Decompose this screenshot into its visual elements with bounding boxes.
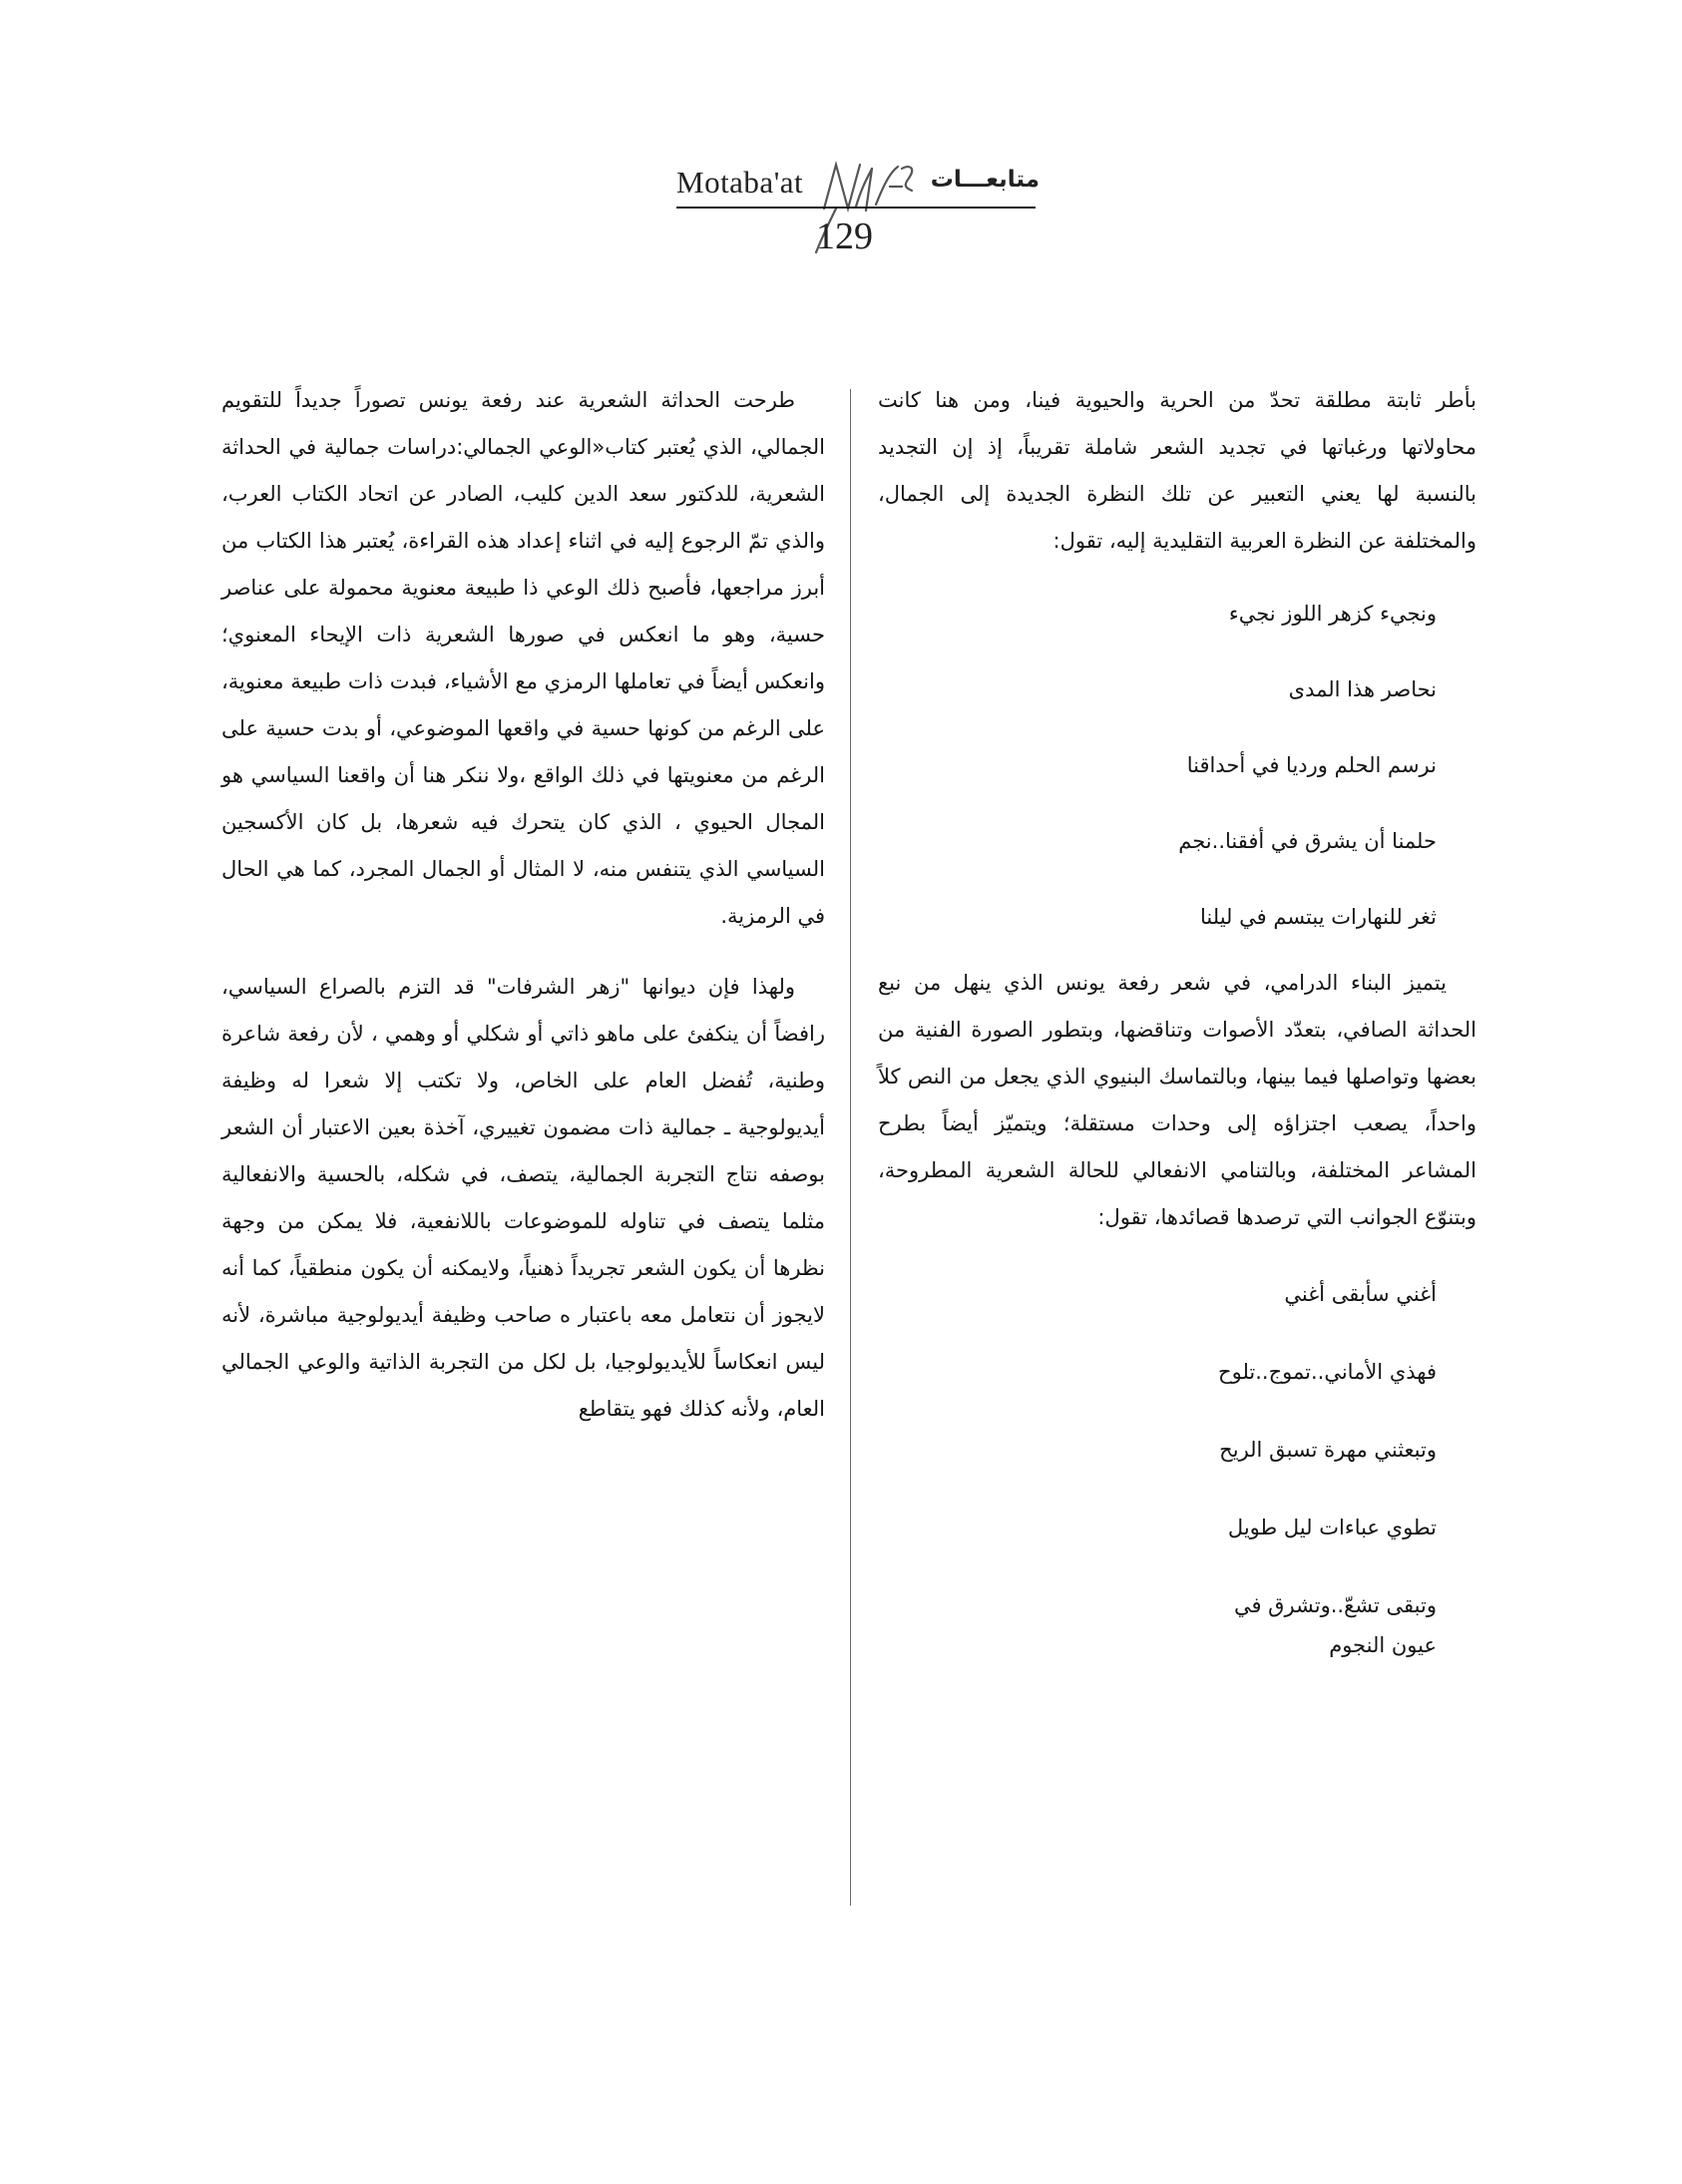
verse-line: أغني سأبقى أغني [1284, 1282, 1437, 1306]
paragraph: يتميز البناء الدرامي، في شعر رفعة يونس الذي ينهل من نبع الحداثة الصافي، بتعدّد الأصوات وتناقضها، وبتطور الصورة الفنية من بعضها وتواصلها فيما بينها، وبالتماسك البنيوي الذي يجعل من النص كلاً واحداً، يصعب اجتزاؤه إلى وحدات مستقلة؛ ويتميّز أيضاً بطرح المشاعر المختلفة، وبالتنامي الانفعالي للحالة الشعرية المطروحة، وبتنوّع الجوانب التي ترصدها قصائدها، تقول: [878, 971, 1476, 1229]
right-column [878, 377, 1476, 1664]
verse-line: فهذي الأماني..تموج..تلوح [1218, 1360, 1437, 1384]
verse-line: نحاصر هذا المدى [1288, 677, 1437, 701]
header-rule [676, 207, 1036, 209]
paragraph: ولهذا فإن ديوانها "زهر الشرفات" قد التزم بالصراع السياسي، رافضاً أن ينكفئ على ماهو ذاتي أو شكلي أو وهمي ، لأن رفعة شاعرة وطنية، تُفضل العام على الخاص، ولا تكتب إلا شعرا له وظيفة أيديولوجية ـ جمالية ذات مضمون تغييري، آخذة بعين الاعتبار أن الشعر بوصفه نتاج التجربة الجمالية، يتصف، في شكله، بالحسية والانفعالية مثلما يتصف في تناوله للموضوعات باللانفعية، فلا يمكن من وجهة نظرها أن يكون الشعر تجريداً ذهنياً، ولايمكنه أن يكون منطقياً، كما أنه لايجوز أن نتعامل معه باعتبار ه صاحب وظيفة أيديولوجية مباشرة، لأنه ليس انعكاساً للأيديولوجيا، بل لكل من التجربة الذاتية والوعي الجمالي العام، ولأنه كذلك فهو يتقاطع [221, 975, 825, 1421]
column-divider [850, 389, 851, 1906]
left-column [221, 377, 825, 1433]
verse-line: وتبعثني مهرة تسبق الريح [1219, 1438, 1437, 1462]
verse-line: وتبقى تشعّ..وتشرق في [1233, 1593, 1437, 1617]
page-number: 129 [816, 216, 873, 257]
verse-line: نرسم الحلم ورديا في أحداقنا [1186, 753, 1437, 777]
paragraph: بأطر ثابتة مطلقة تحدّ من الحرية والحيوية فينا، ومن هنا كانت محاولاتها ورغباتها في تجديد الشعر شاملة تقريباً، إذ إن التجديد بالنسبة لها يعني التعبير عن تلك النظرة الجديدة إلى الجمال، والمختلفة عن النظرة العربية التقليدية إليه، تقول: [878, 388, 1476, 553]
verse-line: ونجيء كزهر اللوز نجيء [1228, 602, 1437, 626]
paragraph: طرحت الحداثة الشعرية عند رفعة يونس تصوراً جديداً للتقويم الجمالي، الذي يُعتبر كتاب«الوعي الجمالي:دراسات جمالية في الحداثة الشعرية، للدكتور سعد الدين كليب، الصادر عن اتحاد الكتاب العرب، والذي تمّ الرجوع إليه في اثناء إعداد هذه القراءة، يُعتبر هذا الكتاب من أبرز مراجعها، فأصبح ذلك الوعي ذا طبيعة معنوية محمولة على عناصر حسية، وهو ما انعكس في صورها الشعرية ذات الإيحاء المعنوي؛ وانعكس أيضاً في تعاملها الرمزي مع الأشياء، فبدت ذات طبيعة معنوية، على الرغم من كونها حسية في واقعها الموضوعي، أو بدت حسية على الرغم من معنويتها في ذلك الواقع ،ولا ننكر هنا أن واقعنا السياسي هو المجال الحيوي ، الذي كان يتحرك فيه شعرها، بل كان الأكسجين السياسي الذي يتنفس منه، لا المثال أو الجمال المجرد، كما هي الحال في الرمزية. [221, 388, 825, 928]
verse-line: تطوي عباءات ليل طويل [1227, 1516, 1437, 1539]
header-arabic-title: متابعـــات [930, 167, 1040, 193]
page-header [658, 155, 1057, 274]
verse-line: حلمنا أن يشرق في أفقنا..نجم [1178, 829, 1437, 853]
verse-line: عيون النجوم [1329, 1633, 1437, 1657]
verse-line: ثغر للنهارات يبتسم في ليلنا [1200, 905, 1437, 929]
header-latin-title: Motaba'at [676, 165, 804, 200]
